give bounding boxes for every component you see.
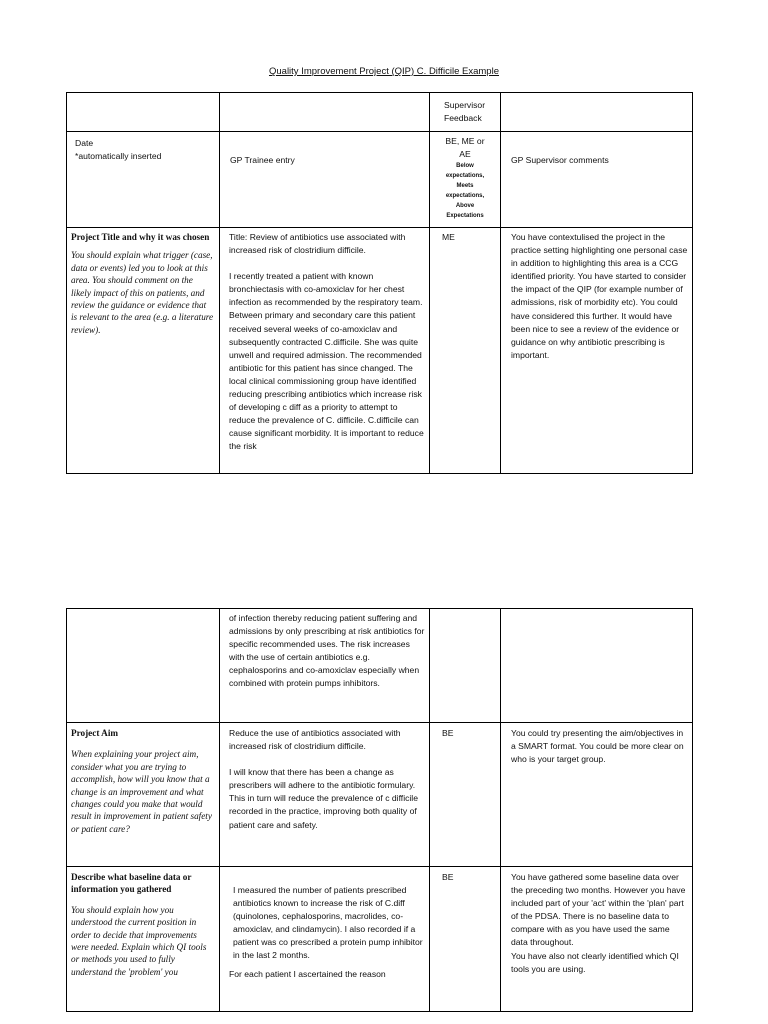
supervisor-feedback-header [430, 93, 501, 132]
project-title-heading: Project Title and why it was chosen [71, 232, 210, 242]
baseline-text-2: For each patient I ascertained the reason [229, 968, 386, 979]
date-cell [67, 132, 220, 228]
project-title-text: Title: Review of antibiotics use associated with increased risk of clostridium difficile. [229, 232, 406, 256]
qip-table-page-1 [66, 92, 693, 474]
project-aim-trainee-cell [220, 723, 430, 867]
table-header-row [67, 93, 693, 132]
qip-table-page-2 [66, 608, 693, 1012]
baseline-supervisor-cell [501, 867, 693, 1012]
baseline-row [67, 867, 693, 1012]
project-aim-prompt: When explaining your project aim, consider what you are trying to accomplish, how will you know that a change is an improvement and what changes could you make that would result in improvement in patient safety or patient care? [71, 749, 212, 834]
project-title-prompt: You should explain what trigger (case, data or events) led you to look at this area. You should comment on the likely impact of this on patients, and review the guidance or evidence that is relevant to the area (e.g. a literature review). [71, 250, 214, 335]
empty-cell [501, 609, 693, 723]
project-aim-rating: BE [442, 728, 454, 738]
trainee-entry-header [220, 132, 430, 228]
empty-cell [501, 93, 693, 132]
supervisor-comments-label: GP Supervisor comments [511, 155, 609, 165]
baseline-prompt: You should explain how you understood the current position in order to decide that improvements were needed. Explain which QI tools or methods you used to fully understand the 'problem' you [71, 904, 207, 977]
baseline-rating: BE [442, 872, 454, 882]
baseline-supervisor-comment-2: You have also not clearly identified which QI tools you are using. [511, 950, 679, 974]
project-title-rating: ME [442, 232, 455, 242]
project-aim-prompt-cell [67, 723, 220, 867]
rating-detail: Below expectations, Meets expectations, Above Expectations [445, 163, 485, 220]
empty-cell [220, 93, 430, 132]
project-title-supervisor-comment: You have contextulised the project in the practice setting highlighting one personal case in addition to highlighting this area is a CCG identified priority. You have started to consider the impact of the QIP (for example number of admissions, risk of morbidity etc). You could have considered this further. It would have been nice to see a review of the evidence or guidance on why antibiotic prescribing is important. [511, 232, 688, 360]
project-aim-heading: Project Aim [71, 728, 119, 738]
date-label: Date [75, 138, 94, 148]
page-title: Quality Improvement Project (QIP) C. Difficile Example [268, 66, 499, 77]
project-title-trainee-cell [220, 228, 430, 474]
baseline-rating-cell [430, 867, 501, 1012]
project-title-prompt-cell [67, 228, 220, 474]
project-aim-rating-cell [430, 723, 501, 867]
project-aim-row [67, 723, 693, 867]
rating-label: BE, ME or AE [445, 136, 485, 160]
baseline-trainee-cell [220, 867, 430, 1012]
empty-cell [67, 609, 220, 723]
project-title-row [67, 228, 693, 474]
trainee-entry-label: GP Trainee entry [230, 155, 295, 165]
project-title-body: I recently treated a patient with known bronchiectasis with co-amoxiclav for her chest infection as recommended by the respiratory team. Between primary and secondary care this patient received several weeks of co-amoxiclav and subsequently contracted C.difficile. She was quite unwell and required admission. The recommended antibiotic for this patient has since changed. The local clinical commissioning group have identified reducing prescribing antibiotics which increase risk of developing c diff as a priority to attempt to reduce the prevalence of C. difficile. C.difficile can cause significant morbidity. It is important to reduce the risk [229, 271, 424, 452]
empty-cell [67, 93, 220, 132]
project-aim-text-2: I will know that there has been a change as prescribers will adhere to the antibiotic formulary. This in turn will reduce the prevalence of c difficile recorded in the practice, improving both quality of patient care and safety. [229, 767, 418, 830]
baseline-supervisor-comment-1: You have gathered some baseline data over the preceding two months. However you have included part of your 'act' within the 'plan' part of the PDSA. There is no baseline data to compare with as you have used the same data throughout. [511, 872, 686, 948]
baseline-text-1: I measured the number of patients prescribed antibiotics known to increase the risk of C.diff (quinolones, cephalosporins, macrolides, co-amoxiclav, and clindamycin). I also recorded if a patient was co prescribed a protein pump inhibitor in the last 2 months. [233, 885, 423, 961]
supervisor-feedback-label: Supervisor Feedback [444, 100, 486, 124]
project-aim-text-1: Reduce the use of antibiotics associated with increased risk of clostridium difficile. [229, 728, 401, 752]
empty-cell [430, 609, 501, 723]
project-aim-supervisor-cell [501, 723, 693, 867]
project-title-supervisor-cell [501, 228, 693, 474]
project-aim-supervisor-comment: You could try presenting the aim/objectives in a SMART format. You could be more clear on who is your target group. [511, 728, 684, 765]
continuation-row [67, 609, 693, 723]
baseline-heading: Describe what baseline data or information you gathered [71, 872, 192, 895]
rating-header [430, 132, 501, 228]
continuation-text: of infection thereby reducing patient suffering and admissions by only prescribing at risk antibiotics for specific recommended uses. The risk increases with the use of certain antibiotics e.g. cephalosporins and co-amoxiclav especially when combined with protein pumps inhibitors. [229, 613, 425, 689]
supervisor-comments-header [501, 132, 693, 228]
date-note: *automatically inserted [75, 151, 162, 162]
columns-row [67, 132, 693, 228]
project-title-rating-cell [430, 228, 501, 474]
baseline-prompt-cell [67, 867, 220, 1012]
continuation-trainee-cell [220, 609, 430, 723]
